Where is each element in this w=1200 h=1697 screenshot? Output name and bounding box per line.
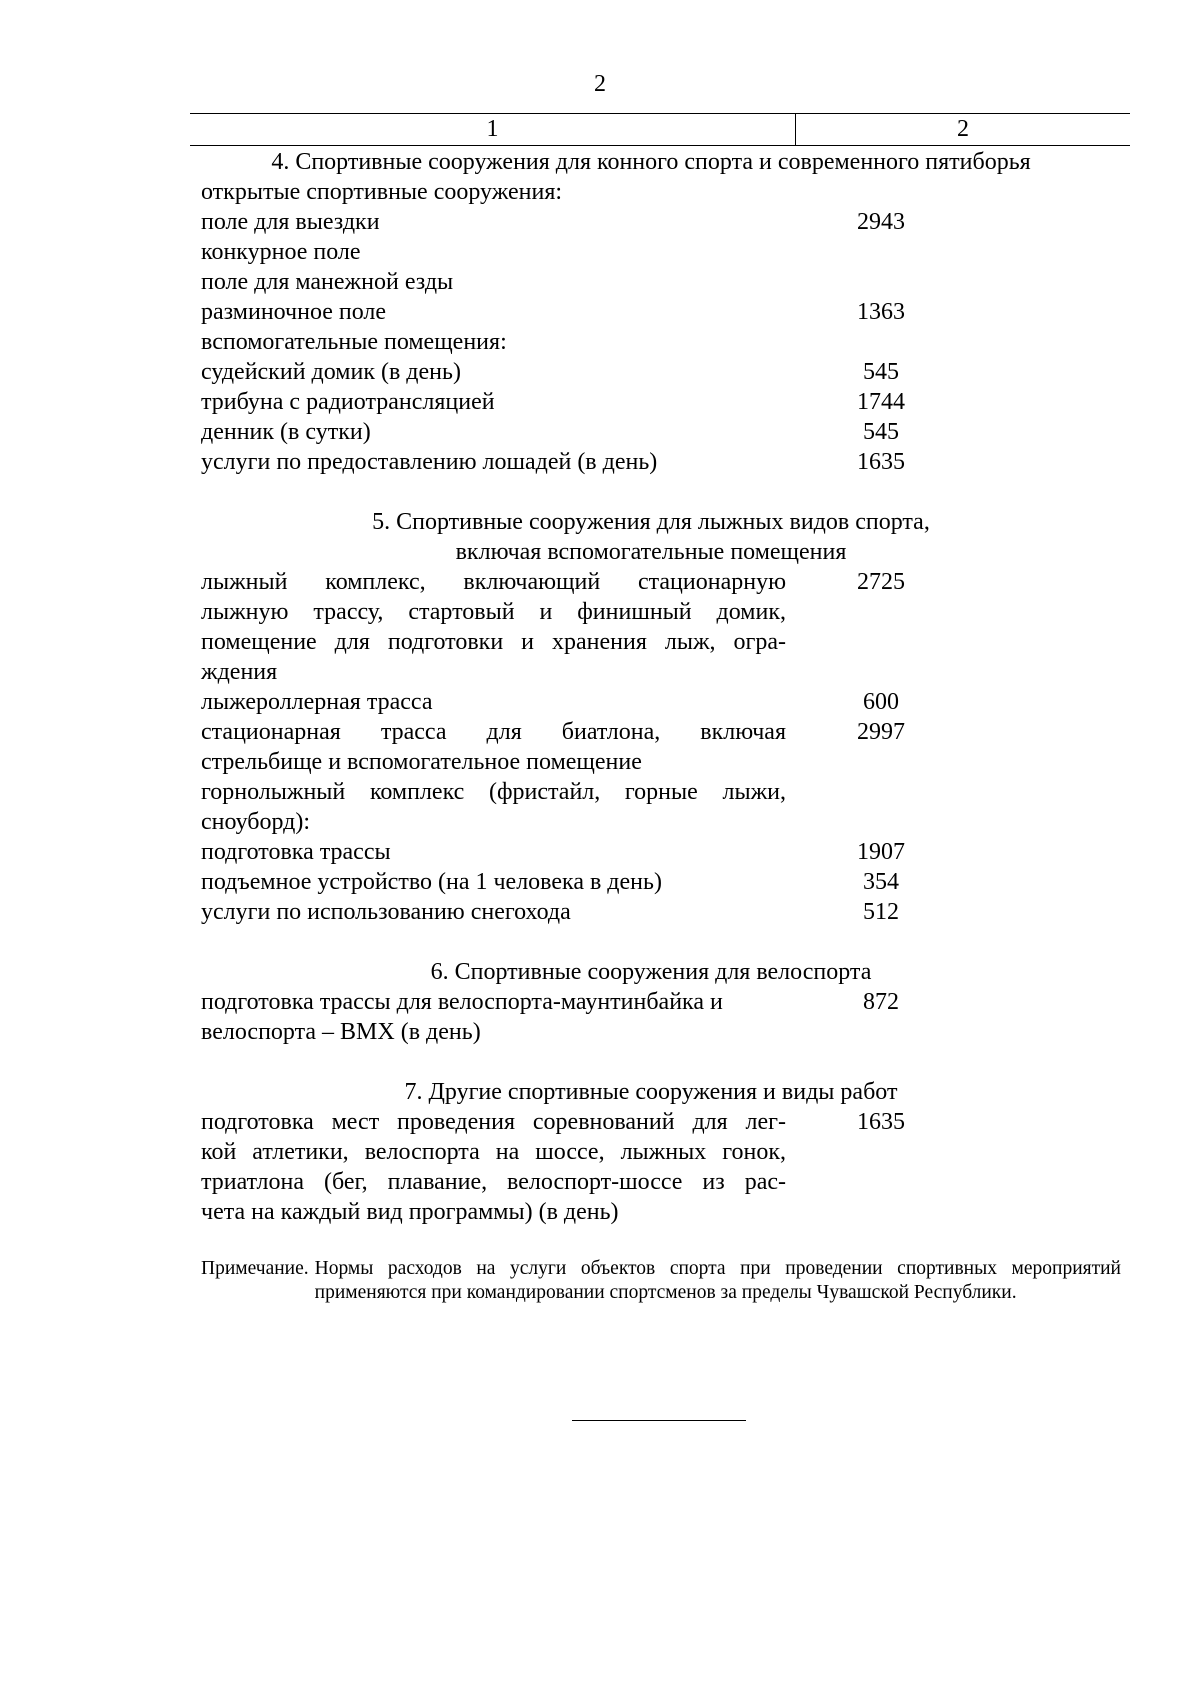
- item-value: 2725: [857, 569, 905, 595]
- document-body: [201, 147, 1101, 1227]
- item-value: 1363: [857, 299, 905, 325]
- item-value: 1635: [857, 1109, 905, 1135]
- item-label: подъемное устройство (на 1 человека в день): [201, 869, 662, 895]
- item-value: 512: [863, 899, 899, 925]
- list-item: [201, 357, 1101, 387]
- item-value: 600: [863, 689, 899, 715]
- item-label-line: горнолыжный комплекс (фристайл, горные лыжи,: [201, 779, 786, 805]
- list-item: [201, 1107, 1101, 1227]
- list-item: [201, 207, 1101, 237]
- item-label: денник (в сутки): [201, 419, 371, 445]
- page-number: 2: [594, 71, 606, 97]
- item-label: подготовка трассы: [201, 839, 391, 865]
- item-label-line: лыжный комплекс, включающий стационарную: [201, 569, 786, 595]
- note-label: Примечание.: [201, 1258, 309, 1279]
- item-label-line: триатлона (бег, плавание, велоспорт-шоссе из рас-: [201, 1169, 786, 1195]
- item-label: [201, 777, 786, 837]
- list-item: [201, 447, 1101, 477]
- item-label-line: стрельбище и вспомогательное помещение: [201, 749, 642, 775]
- list-item: [201, 987, 1101, 1047]
- list-item: [201, 777, 1101, 837]
- item-value: 1635: [857, 449, 905, 475]
- section-title: 7. Другие спортивные сооружения и виды работ: [404, 1079, 898, 1105]
- table-header: [190, 113, 1130, 146]
- item-label: конкурное поле: [201, 239, 361, 265]
- list-item: [201, 417, 1101, 447]
- item-label: судейский домик (в день): [201, 359, 461, 385]
- item-label-line: велоспорта – ВМХ (в день): [201, 1019, 481, 1045]
- item-value: 2943: [857, 209, 905, 235]
- item-label-line: стационарная трасса для биатлона, включая: [201, 719, 786, 745]
- list-item: [201, 567, 1101, 687]
- list-item: [201, 267, 1101, 297]
- item-label: поле для манежной езды: [201, 269, 454, 295]
- item-label-line: помещение для подготовки и хранения лыж, огра-: [201, 629, 786, 655]
- list-item: [201, 297, 1101, 327]
- item-value: 872: [863, 989, 899, 1015]
- item-label: услуги по использованию снегохода: [201, 899, 571, 925]
- item-label-line: лыжную трассу, стартовый и финишный домик,: [201, 599, 786, 625]
- item-label-line: кой атлетики, велоспорта на шоссе, лыжных гонок,: [201, 1139, 786, 1165]
- item-label: вспомогательные помещения:: [201, 329, 507, 355]
- note-text: Нормы расходов на услуги объектов спорта при проведении спортивных мероприятий применяются при командировании спортсменов за пределы Чувашской Республики.: [314, 1258, 1121, 1303]
- list-item: [201, 327, 1101, 357]
- section-title: 4. Спортивные сооружения для конного спорта и современного пятиборья: [271, 149, 1031, 175]
- footnote: [201, 1257, 1121, 1305]
- item-label: разминочное поле: [201, 299, 387, 325]
- item-label: [201, 717, 786, 777]
- section-title: включая вспомогательные помещения: [455, 539, 847, 565]
- item-label: [201, 1107, 786, 1227]
- closing-rule: [572, 1420, 746, 1421]
- list-item: [201, 687, 1101, 717]
- section-title: 6. Спортивные сооружения для велоспорта: [430, 959, 872, 985]
- item-label-line: ждения: [201, 659, 278, 685]
- list-item: [201, 237, 1101, 267]
- header-col-2: 2: [957, 116, 969, 142]
- item-label-line: сноуборд):: [201, 809, 311, 835]
- item-label: лыжероллерная трасса: [201, 689, 433, 715]
- item-label-line: подготовка мест проведения соревнований для лег-: [201, 1109, 786, 1135]
- list-item: [201, 897, 1101, 927]
- item-label: [201, 567, 786, 687]
- item-value: 354: [863, 869, 899, 895]
- list-item: [201, 387, 1101, 417]
- section-title: 5. Спортивные сооружения для лыжных видов спорта,: [372, 509, 930, 535]
- item-label: [201, 987, 786, 1047]
- item-label: трибуна с радиотрансляцией: [201, 389, 495, 415]
- item-value: 545: [863, 419, 899, 445]
- item-value: 2997: [857, 719, 905, 745]
- item-value: 1907: [857, 839, 905, 865]
- list-item: [201, 867, 1101, 897]
- item-value: 545: [863, 359, 899, 385]
- item-label: услуги по предоставлению лошадей (в день): [201, 449, 658, 475]
- item-label-line: подготовка трассы для велоспорта-маунтинбайка и: [201, 989, 723, 1015]
- item-value: 1744: [857, 389, 905, 415]
- header-col-1: 1: [190, 114, 796, 145]
- item-label-line: чета на каждый вид программы) (в день): [201, 1199, 619, 1225]
- item-label: поле для выездки: [201, 209, 380, 235]
- item-label: открытые спортивные сооружения:: [201, 179, 563, 205]
- list-item: [201, 837, 1101, 867]
- list-item: [201, 177, 1101, 207]
- list-item: [201, 717, 1101, 777]
